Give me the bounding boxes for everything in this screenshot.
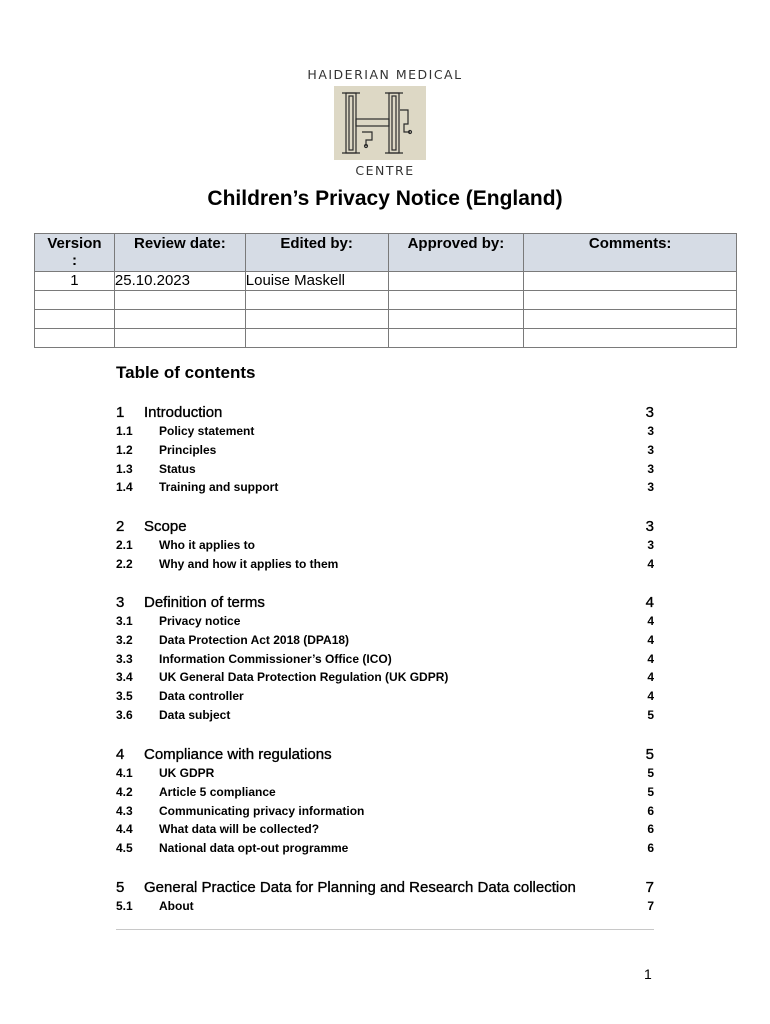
toc-section-label: Scope [144, 518, 187, 535]
cell-edited-by [245, 310, 388, 329]
toc-item-page: 4 [647, 614, 654, 628]
cell-version: 1 [35, 272, 115, 291]
toc-item-label: Training and support [159, 480, 279, 495]
table-row [35, 272, 737, 291]
toc-item-page: 5 [647, 708, 654, 722]
table-row [35, 310, 737, 329]
cell-version [35, 291, 115, 310]
toc-item-label: Communicating privacy information [159, 803, 365, 818]
toc-item-page: 3 [647, 424, 654, 438]
cell-review-date [114, 291, 245, 310]
toc-item-page: 4 [647, 689, 654, 704]
toc-section-page: 3 [645, 404, 654, 421]
toc-section-page: 7 [645, 879, 654, 896]
toc-item-page: 5 [647, 784, 654, 799]
table-row [35, 291, 737, 310]
header-comments: Comments: [524, 234, 737, 272]
toc-item-page: 4 [647, 651, 654, 666]
toc-item-page: 4 [647, 670, 654, 685]
toc-section-label: Definition of terms [144, 594, 265, 611]
cell-comments [524, 310, 737, 329]
toc-item-number: 1.1 [116, 424, 133, 438]
toc-item-number: 3.2 [116, 632, 133, 647]
page-number: 1 [644, 966, 652, 982]
header-edited-by: Edited by: [245, 234, 388, 272]
toc-section-label: Compliance with regulations [144, 746, 332, 763]
toc-item-label: Status [159, 461, 196, 476]
cell-review-date [114, 310, 245, 329]
toc-item-number: 4.1 [116, 766, 133, 780]
toc-item-number: 1.4 [116, 480, 133, 495]
toc-item-number: 5.1 [116, 899, 133, 913]
cell-comments [524, 291, 737, 310]
toc-item-page: 3 [647, 538, 654, 552]
toc-item-page: 6 [647, 803, 654, 818]
toc-item-label: Information Commissioner’s Office (ICO) [159, 651, 392, 666]
cell-edited-by: Louise Maskell [245, 272, 388, 291]
cell-version [35, 329, 115, 348]
toc-item-label: Data controller [159, 689, 244, 704]
cell-review-date: 25.10.2023 [114, 272, 245, 291]
header-review-date: Review date: [114, 234, 245, 272]
toc-item-label: Data Protection Act 2018 (DPA18) [159, 632, 350, 647]
footer-divider [116, 929, 654, 930]
cell-approved-by [388, 291, 524, 310]
toc-item-number: 3.4 [116, 670, 133, 685]
toc-item-number: 4.5 [116, 841, 133, 856]
toc-item-page: 6 [647, 841, 654, 856]
toc-section-label: Introduction [144, 404, 223, 421]
version-table [34, 233, 737, 348]
header-approved-by: Approved by: [388, 234, 524, 272]
toc-item-number: 3.5 [116, 689, 133, 704]
toc-item-number: 4.3 [116, 803, 133, 818]
cell-approved-by [388, 329, 524, 348]
toc-item-label: Article 5 compliance [159, 784, 276, 799]
toc-section-number: 2 [116, 518, 125, 535]
toc-section-page: 3 [645, 518, 654, 535]
cell-comments [524, 329, 737, 348]
cell-edited-by [245, 329, 388, 348]
cell-comments [524, 272, 737, 291]
toc-item-page: 6 [647, 822, 654, 837]
toc-item-page: 4 [647, 632, 654, 647]
toc-item-label: Privacy notice [159, 614, 241, 628]
toc-item-number: 3.6 [116, 708, 133, 722]
version-table-header [35, 234, 737, 272]
logo-h-icon [334, 86, 426, 160]
toc-item-label: UK GDPR [159, 766, 215, 780]
toc-item-label: Data subject [159, 708, 231, 722]
toc-section-label: General Practice Data for Planning and Research Data collection [144, 879, 576, 896]
cell-version [35, 310, 115, 329]
toc-item-label: Who it applies to [159, 538, 255, 552]
toc-item-number: 3.3 [116, 651, 133, 666]
toc-item-number: 4.4 [116, 822, 133, 837]
toc-item-label: About [159, 899, 194, 913]
table-row [35, 329, 737, 348]
toc-item-number: 2.1 [116, 538, 133, 552]
cell-approved-by [388, 310, 524, 329]
header-version: Version : [35, 234, 115, 272]
toc-section-number: 5 [116, 879, 125, 896]
toc-item-page: 3 [647, 461, 654, 476]
document-title: Children’s Privacy Notice (England) [207, 187, 563, 210]
toc-item-label: UK General Data Protection Regulation (UK GDPR) [159, 670, 449, 685]
toc-item-page: 3 [647, 480, 654, 495]
toc-item-number: 1.2 [116, 442, 133, 457]
cell-review-date [114, 329, 245, 348]
toc-item-page: 7 [647, 899, 654, 913]
cell-edited-by [245, 291, 388, 310]
toc-item-number: 3.1 [116, 614, 133, 628]
toc-section-page: 5 [645, 746, 654, 763]
logo-mark [334, 86, 426, 160]
toc-item-label: Policy statement [159, 424, 255, 438]
toc-item-page: 4 [647, 556, 654, 571]
toc-item-page: 5 [647, 766, 654, 780]
toc-item-page: 3 [647, 442, 654, 457]
toc-item-label: Principles [159, 442, 217, 457]
logo-top-text: HAIDERIAN MEDICAL [307, 67, 463, 82]
toc-item-label: What data will be collected? [159, 822, 320, 837]
toc-section-number: 4 [116, 746, 125, 763]
toc-section-number: 3 [116, 594, 125, 611]
toc-item-label: Why and how it applies to them [159, 556, 339, 571]
toc-item-label: National data opt-out programme [159, 841, 349, 856]
logo-bottom-text: CENTRE [355, 163, 415, 178]
toc-item-number: 4.2 [116, 784, 133, 799]
toc-item-number: 2.2 [116, 556, 133, 571]
toc-title: Table of contents [116, 363, 256, 382]
toc-section-page: 4 [645, 594, 654, 611]
toc-section-number: 1 [116, 404, 125, 421]
cell-approved-by [388, 272, 524, 291]
toc-item-number: 1.3 [116, 461, 133, 476]
